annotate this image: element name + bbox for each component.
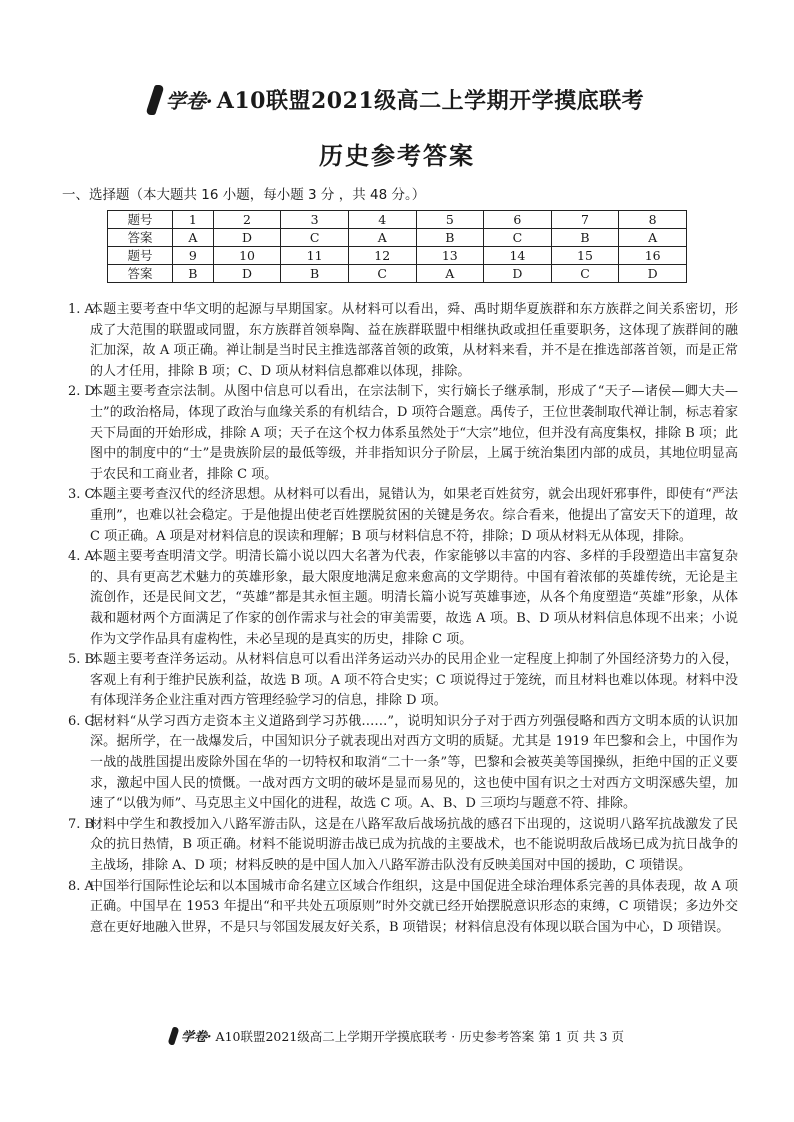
table-cell: 12	[348, 247, 416, 265]
table-cell: D	[484, 265, 552, 283]
page-footer	[0, 1026, 794, 1045]
table-cell: 9	[173, 247, 214, 265]
item-text: 本题主要考查宗法制。从图中信息可以看出，在宗法制下，实行嫡长子继承制，形成了“天子—诸侯—卿大夫—士”的政治格局，体现了政治与血缘关系的有机结合，D 项符合题意。禹传子，王位世袭制取代禅让制，标志着家天下局面的开始形成，排除 A 项；天子在这个权力体系虽然处于“大宗”地位，但并没有高度集权，排除 B 项；此图中的制度中的“士”是贵族阶层的最低等级，并非指知识分子阶层，上属于统治集团内部的成员，其地位明显高于农民和工商业者，排除 C 项。	[90, 384, 738, 482]
item-number: 3. C	[68, 487, 95, 503]
table-cell: 16	[619, 247, 687, 265]
explanation-item	[68, 547, 738, 650]
item-text: 本题主要考查明清文学。明清长篇小说以四大名著为代表，作家能够以丰富的内容、多样的手段塑造出丰富复杂的、具有更高艺术魅力的英雄形象，最大限度地满足愈来愈高的文学期待。中国有着浓郁的英雄传统，无论是主流创作，还是民间文艺，“英雄”都是其永恒主题。明清长篇小说写英雄事迹，从各个角度塑造“英雄”形象，从体裁和题材两个方面满足了作家的创作需求与社会的审美需要，故选 A 项。B、D 项从材料信息体现不出来；小说作为文学作品具有虚构性，未必呈现的是真实的历史，排除 C 项。	[90, 549, 738, 647]
table-cell: 4	[348, 211, 416, 229]
answer-explanations	[68, 300, 738, 938]
publisher-logo	[150, 85, 213, 115]
table-row	[108, 211, 687, 229]
brush-stroke-icon	[167, 1027, 180, 1045]
explanation-item	[68, 712, 738, 815]
item-text: 中国举行国际性论坛和以本国城市命名建立区域合作组织，这是中国促进全球治理体系完善的具体表现，故 A 项正确。中国早在 1953 年提出“和平共处五项原则”时外交就已经开始摆脱意识形态的束缚，C 项错误；多边外交意在更好地融入世界，不是只与邻国发展友好关系，B 项错误；材料信息没有体现以联合国为中心，D 项错误。	[90, 878, 738, 935]
table-cell: A	[348, 229, 416, 247]
table-row	[108, 229, 687, 247]
item-text: 本题主要考查洋务运动。从材料信息可以看出洋务运动兴办的民用企业一定程度上抑制了外国经济势力的入侵，客观上有利于维护民族利益，故选 B 项。A 项不符合史实；C 项说得过于笼统，而且材料也难以体现。材料中没有体现洋务企业注重对西方管理经验学习的信息，排除 D 项。	[90, 652, 738, 709]
table-cell: 2	[213, 211, 281, 229]
table-cell: 5	[416, 211, 484, 229]
row-label: 题号	[108, 211, 173, 229]
table-cell: C	[348, 265, 416, 283]
table-cell: 10	[213, 247, 281, 265]
explanation-item	[68, 877, 738, 939]
explanation-item	[68, 382, 738, 485]
item-text: 本题主要考查中华文明的起源与早期国家。从材料可以看出，舜、禹时期华夏族群和东方族群之间关系密切，形成了大范围的联盟或同盟，东方族群首领皋陶、益在族群联盟中相继执政或担任重要职务，这体现了族群间的融汇加深，故 A 项正确。禅让制是当时民主推选部落首领的政策，从材料来看，并不是在推选部落首领，而是正常的人才任用，排除 B 项；C、D 项从材料信息都难以体现，排除。	[90, 302, 738, 379]
table-cell: B	[281, 265, 349, 283]
table-cell: 11	[281, 247, 349, 265]
table-row	[108, 247, 687, 265]
table-cell: B	[416, 229, 484, 247]
explanation-item	[68, 815, 738, 877]
exam-title: A10联盟2021级高二上学期开学摸底联考	[216, 88, 645, 114]
answer-table	[107, 210, 687, 283]
table-cell: 14	[484, 247, 552, 265]
table-cell: B	[173, 265, 214, 283]
footer-text: A10联盟2021级高二上学期开学摸底联考 · 历史参考答案 第 1 页 共 3 页	[215, 1028, 624, 1044]
item-number: 8. A	[68, 878, 94, 894]
table-cell: C	[484, 229, 552, 247]
table-cell: C	[551, 265, 619, 283]
item-number: 1. A	[68, 302, 94, 317]
explanation-item	[68, 650, 738, 712]
section-heading: 一、选择题（本大题共 16 小题，每小题 3 分 ，共 48 分。）	[62, 187, 426, 203]
item-number: 2. D	[68, 384, 95, 400]
explanation-item	[68, 300, 738, 382]
row-label: 答案	[108, 229, 173, 247]
footer-logo-text: 学卷·	[181, 1030, 212, 1045]
table-cell: D	[213, 229, 281, 247]
table-cell: 6	[484, 211, 552, 229]
row-label: 答案	[108, 265, 173, 283]
table-cell: 8	[619, 211, 687, 229]
explanation-item	[68, 485, 738, 547]
row-label: 题号	[108, 247, 173, 265]
item-text: 本题主要考查汉代的经济思想。从材料可以看出，晁错认为，如果老百姓贫穷，就会出现奸邪事件，即使有“严法重刑”，也难以社会稳定。于是他提出使老百姓摆脱贫困的关键是务农。综合看来，他提出了富安天下的道理，故 C 项正确。A 项是对材料信息的误读和理解；B 项与材料信息不符，排除；D 项从材料无从体现，排除。	[90, 487, 738, 544]
table-cell: 15	[551, 247, 619, 265]
table-cell: A	[416, 265, 484, 283]
table-cell: D	[619, 265, 687, 283]
table-cell: 13	[416, 247, 484, 265]
item-number: 6. C	[68, 713, 95, 729]
item-number: 7. B	[68, 816, 95, 832]
footer-logo	[170, 1026, 212, 1045]
table-cell: 3	[281, 211, 349, 229]
table-cell: A	[173, 229, 214, 247]
table-row	[108, 265, 687, 283]
brush-stroke-icon	[145, 85, 165, 115]
table-cell: 7	[551, 211, 619, 229]
table-cell: C	[281, 229, 349, 247]
item-number: 4. A	[68, 549, 94, 565]
document-subtitle: 历史参考答案	[319, 141, 475, 170]
table-cell: A	[619, 229, 687, 247]
item-text: 据材料“从学习西方走资本主义道路到学习苏俄……”，说明知识分子对于西方列强侵略和西方文明本质的认识加深。据所学，在一战爆发后，中国知识分子就表现出对西方文明的质疑。尤其是 1919 年巴黎和会上，中国作为一战的战胜国提出废除外国在华的一切特权和取消“二十一条”等，巴黎和会被英美等国操纵，拒绝中国的正义要求，激起中国人民的愤慨。一战对西方文明的破坏是显而易见的，这也使中国有识之士对西方文明深感失望，加速了“以俄为师”、马克思主义中国化的进程，故选 C 项。A、B、D 三项均与题意不符、排除。	[90, 713, 738, 812]
table-cell: D	[213, 265, 281, 283]
item-number: 5. B	[68, 652, 95, 668]
item-text: 材料中学生和教授加入八路军游击队，这是在八路军敌后战场抗战的感召下出现的，这说明八路军抗战激发了民众的抗日热情，B 项正确。材料不能说明游击战已成为抗战的主要战术，也不能说明敌后战场已成为抗日战争的主战场，排除 A、D 项；材料反映的是中国人加入八路军游击队没有反映美国对中国的援助，C 项错误。	[90, 816, 738, 874]
logo-text: 学卷·	[165, 89, 213, 113]
table-cell: B	[551, 229, 619, 247]
table-cell: 1	[173, 211, 214, 229]
document-header	[0, 84, 794, 115]
